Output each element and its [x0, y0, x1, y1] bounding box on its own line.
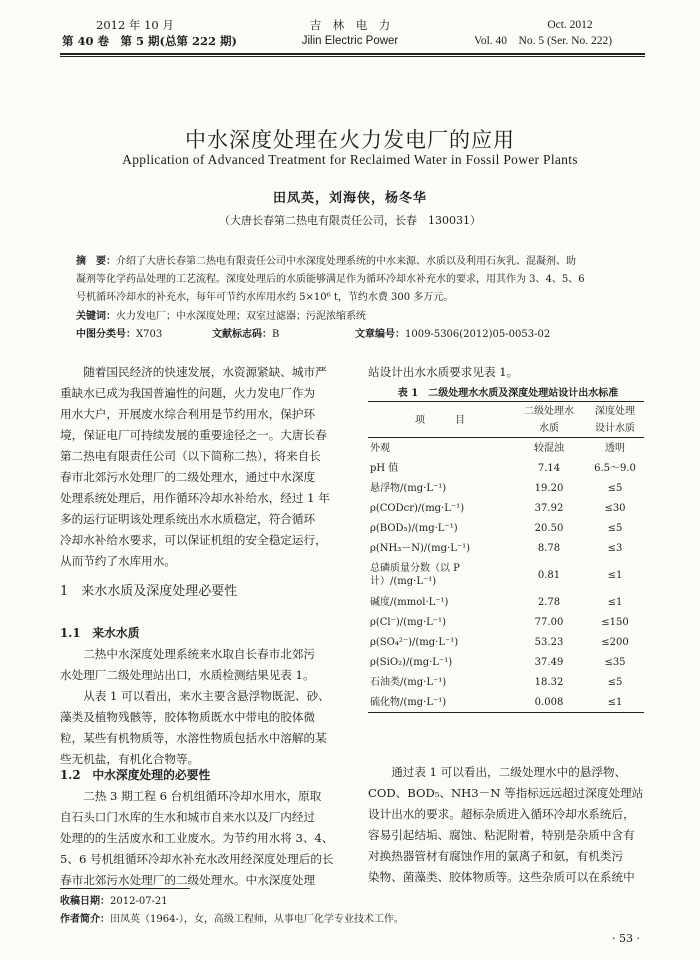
- article-number: [355, 325, 550, 340]
- body-line: 春市北郊污水处理厂的二级处理水。中水深度处理: [60, 873, 316, 887]
- row-value-a: 7.14: [537, 462, 561, 474]
- intro-line: 处理系统处理后，用作循环冷却水补给水，经过 1 年: [60, 491, 330, 505]
- row-value-a: 8.78: [537, 542, 561, 554]
- header-rule-thin: [60, 56, 645, 57]
- intro-line: 第二热电有限责任公司（以下简称二热），将来自长: [60, 449, 321, 463]
- row-item: 总磷质量分数（以 P 计）/(mg·L⁻¹): [370, 563, 460, 587]
- body-line: 些无机盐，有机化合物等。: [60, 752, 200, 766]
- left-intro: [60, 362, 350, 572]
- row-value-b: ≤5: [607, 676, 623, 688]
- intro-line: 重缺水已成为我国普遍性的问题，火力发电厂作为: [60, 386, 316, 400]
- page-number: · 53 ·: [612, 932, 640, 945]
- body-line: 自石头口门水库的生水和城市自来水以及厂内经过: [60, 810, 316, 824]
- row-value-b: 透明: [605, 442, 625, 454]
- row-value-b: ≤5: [607, 522, 623, 534]
- table-row: [368, 538, 644, 558]
- received-date: [60, 892, 168, 907]
- row-value-b: ≤1: [607, 596, 623, 608]
- row-item: 碱度/(mmol·L⁻¹): [370, 596, 449, 608]
- row-item: ρ(CODcr)/(mg·L⁻¹): [370, 502, 465, 514]
- row-value-a: 0.81: [537, 569, 561, 581]
- author-bio-label: 作者简介：: [60, 914, 110, 925]
- row-item: pH 值: [370, 462, 399, 474]
- header-rule: [60, 53, 645, 55]
- table-row: [368, 458, 644, 478]
- row-value-b: ≤1: [607, 696, 623, 708]
- table-row: [368, 652, 644, 672]
- row-item: ρ(NH₃－N)/(mg·L⁻¹): [370, 542, 471, 554]
- header-volume-cn: 第 40 卷 第 5 期(总第 222 期): [62, 34, 237, 48]
- abstract-label: 摘 要：: [76, 256, 116, 267]
- section-1-1-body: [60, 644, 350, 770]
- intro-line: 随着国民经济的快速发展，水资源紧缺、城市严: [83, 365, 327, 379]
- row-item: 石油类/(mg·L⁻¹): [370, 676, 447, 688]
- table-row: [368, 592, 644, 612]
- row-item: ρ(Cl⁻)/(mg·L⁻¹): [370, 616, 446, 628]
- table-row: [368, 632, 644, 652]
- table-caption: 表 1 二级处理水水质及深度处理站设计出水标准: [397, 388, 619, 399]
- article-label: 文章编号：: [355, 329, 405, 340]
- intro-line: 从而节约了水库用水。: [60, 554, 176, 568]
- col-b-header-1: 深度处理: [595, 405, 635, 417]
- class-number: [76, 325, 162, 340]
- body-line: 藻类及植物残骸等，胶体物质既水中带电的胶体微: [60, 710, 316, 724]
- row-value-b: ≤3: [607, 542, 623, 554]
- body-line: 染物、菌藻类、胶体物质等。这些杂质可以在系统中: [368, 870, 635, 884]
- body-line: COD、BOD₅、NH3－N 等指标远远超过深度处理站: [368, 786, 644, 800]
- right-body: [368, 762, 648, 888]
- col-a-header-1: 二级处理水: [524, 405, 574, 417]
- row-value-a: 18.32: [534, 676, 564, 688]
- row-value-a: 0.008: [534, 696, 564, 708]
- paper-authors: 田凤英，刘海侠，杨冬华: [272, 191, 427, 206]
- abstract: [76, 253, 632, 307]
- row-value-b: ≤1: [607, 569, 623, 581]
- header-date-en: Oct. 2012: [547, 19, 593, 31]
- intro-line: 用水大户，开展废水综合利用是节约用水，保护环: [60, 407, 316, 421]
- row-value-b: ≤200: [601, 636, 629, 648]
- table-row: [368, 612, 644, 632]
- row-value-a: 20.50: [534, 522, 564, 534]
- section-1-2-heading: 1.2 中水深度处理的必要性: [60, 768, 211, 782]
- body-line: 通过表 1 可以看出，二级处理水中的悬浮物、: [391, 765, 627, 779]
- table-row: [368, 518, 644, 538]
- body-line: 处理的的生活废水和工业废水。为节约用水将 3、4、: [60, 831, 334, 845]
- abstract-line-3: 号机循环冷却水的补充水，每年可节约水库用水约 5×10⁶ t，节约水费 300 多万元。: [76, 292, 454, 303]
- col-b-header-2: 设计水质: [595, 422, 635, 434]
- footnote-rule: [60, 888, 190, 889]
- intro-line: 冷却水补给水要求，可以保证机组的安全稳定运行，: [60, 533, 327, 547]
- row-value-b: ≤35: [604, 656, 626, 668]
- col-item-header: 项 目: [415, 414, 465, 426]
- paper-title-cn: 中水深度处理在火力发电厂的应用: [185, 128, 515, 152]
- header-volume-en: Vol. 40 No. 5 (Ser. No. 222): [474, 35, 613, 47]
- table-row: [368, 438, 644, 459]
- author-bio-text: 田凤英（1964-），女，高级工程师，从事电厂化学专业技术工作。: [110, 914, 404, 925]
- intro-line: 多的运行证明该处理系统出水水质稳定，符合循环: [60, 512, 316, 526]
- keywords-text: 火力发电厂；中水深度处理；双室过滤器；污泥浓缩系统: [116, 311, 366, 322]
- water-quality-table: [368, 403, 644, 713]
- body-line: 容易引起结垢、腐蚀、粘泥附着，特别是杂质中含有: [368, 828, 635, 842]
- row-value-b: ≤150: [601, 616, 629, 628]
- body-line: 二热 3 期工程 6 台机组循环冷却水用水，原取: [83, 789, 322, 803]
- table-header-row: [368, 403, 644, 419]
- class-label: 中图分类号：: [76, 329, 136, 340]
- row-value-b: ≤5: [607, 482, 623, 494]
- row-value-b: ≤30: [604, 502, 626, 514]
- paper-affiliation: （大唐长春第二热电有限责任公司，长春 130031）: [219, 214, 481, 227]
- doc-label: 文献标志码：: [212, 329, 272, 340]
- paper-title-en: Application of Advanced Treatment for Reclaimed Water in Fossil Power Plants: [122, 152, 578, 167]
- row-value-a: 37.92: [534, 502, 564, 514]
- row-item: ρ(BOD₅)/(mg·L⁻¹): [370, 522, 458, 534]
- row-item: 外观: [370, 442, 390, 454]
- right-intro: 站设计出水水质要求见表 1。: [368, 365, 519, 379]
- col-a-header-2: 水质: [539, 422, 559, 434]
- body-line: 对换热器管材有腐蚀作用的氯离子和氨，有机类污: [368, 849, 624, 863]
- abstract-line-1: 介绍了大唐长春第二热电有限责任公司中水深度处理系统的中水来源、水质以及利用石灰乳、混凝剂、助: [116, 256, 576, 267]
- section-1-heading: 1 来水水质及深度处理必要性: [60, 584, 238, 599]
- received-value: 2012-07-21: [110, 896, 168, 907]
- body-line: 从表 1 可以看出，来水主要含悬浮物既泥、砂、: [83, 689, 330, 703]
- table-top-rule: [368, 401, 644, 402]
- author-bio: [60, 910, 404, 925]
- header-journal-en: Jilin Electric Power: [301, 35, 399, 47]
- row-item: 悬浮物/(mg·L⁻¹): [370, 482, 447, 494]
- row-value-a: 77.00: [534, 616, 564, 628]
- row-value-a: 53.23: [534, 636, 564, 648]
- table-row: [368, 558, 644, 592]
- section-1-2-body: [60, 786, 350, 891]
- article-value: 1009-5306(2012)05-0053-02: [405, 329, 551, 340]
- intro-line: 境，保证电厂可持续发展的重要途径之一。大唐长春: [60, 428, 327, 442]
- table-row: [368, 478, 644, 498]
- class-value: X703: [136, 329, 163, 340]
- doc-value: B: [272, 329, 280, 340]
- body-line: 5、6 号机组循环冷却水补充水改用经深度处理后的长: [60, 852, 334, 866]
- table-row: [368, 672, 644, 692]
- body-line: 粒，某些有机物质等，水溶性物质包括水中溶解的某: [60, 731, 327, 745]
- row-value-b: 6.5～9.0: [594, 462, 636, 474]
- table-row: [368, 692, 644, 713]
- row-item: ρ(SiO₂)/(mg·L⁻¹): [370, 656, 453, 668]
- body-line: 水处理厂二级处理站出口，水质检测结果见表 1。: [60, 668, 315, 682]
- abstract-line-2: 凝剂等化学药品处理的工艺流程。深度处理后的水质能够满足作为循环冷却水补充水的要求，用其作为 3、4、5、6: [76, 274, 585, 285]
- keywords: [76, 307, 366, 322]
- body-line: 二热中水深度处理系统来水取自长春市北郊污: [83, 647, 316, 661]
- header-journal-cn: 吉 林 电 力: [309, 18, 391, 32]
- row-value-a: 较混浊: [534, 442, 564, 454]
- section-1-1-heading: 1.1 来水水质: [60, 626, 140, 640]
- row-value-a: 2.78: [537, 596, 561, 608]
- row-item: 硫化物/(mg·L⁻¹): [370, 696, 447, 708]
- row-value-a: 19.20: [534, 482, 564, 494]
- header-date-cn: 2012 年 10 月: [96, 18, 174, 32]
- received-label: 收稿日期：: [60, 896, 110, 907]
- intro-line: 春市北郊污水处理厂的二级处理水，通过中水深度: [60, 470, 316, 484]
- doc-code: [212, 325, 279, 340]
- table-row: [368, 498, 644, 518]
- row-item: ρ(SO₄²⁻)/(mg·L⁻¹): [370, 636, 459, 648]
- body-line: 设计出水的要求。超标杂质进入循环冷却水系统后，: [368, 807, 635, 821]
- row-value-a: 37.49: [534, 656, 564, 668]
- keywords-label: 关键词：: [76, 311, 116, 322]
